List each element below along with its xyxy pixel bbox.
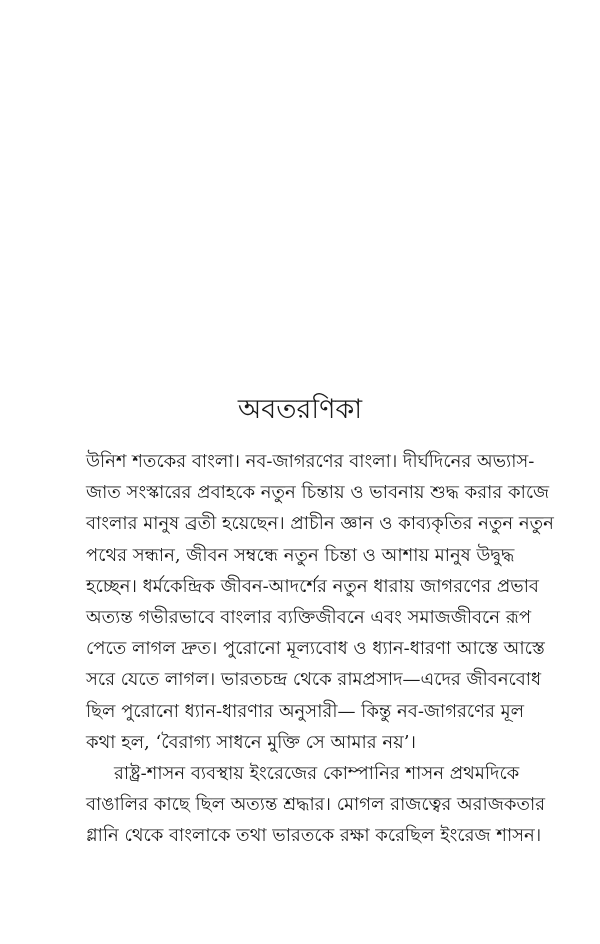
text-line: রাষ্ট্র-শাসন ব্যবস্থায় ইংরেজের কোম্পানির শাসন প্রথমদিকে: [114, 762, 520, 784]
body-text: [86, 446, 554, 851]
text-line: জাত সংস্কারের প্রবাহকে নতুন চিন্তায় ও ভাবনায় শুদ্ধ করার কাজে: [86, 482, 550, 504]
text-line: উনিশ শতকের বাংলা। নব-জাগরণের বাংলা। দীর্ঘদিনের অভ্যাস-: [86, 451, 535, 472]
text-line: পথের সন্ধান, জীবন সম্বন্ধে নতুন চিন্তা ও আশায় মানুষ উদ্বুদ্ধ: [86, 544, 515, 566]
text-line: গ্লানি থেকে বাংলাকে তথা ভারতকে রক্ষা করেছিল ইংরেজ শাসন।: [86, 825, 542, 847]
text-line: বাংলার মানুষ ব্রতী হয়েছেন। প্রাচীন জ্ঞান ও কাব্যকৃতির নতুন নতুন: [86, 513, 554, 535]
chapter-title: অবতরণিকা: [237, 394, 363, 425]
text-line: অত্যন্ত গভীরভাবে বাংলার ব্যক্তিজীবনে এবং সমাজজীবনে রূপ: [86, 606, 532, 628]
text-line: ছিল পুরোনো ধ্যান-ধারণার অনুসারী— কিন্তু নব-জাগরণের মূল: [86, 700, 525, 722]
text-line: কথা হল, ‘বৈরাগ্য সাধনে মুক্তি সে আমার নয়’।: [86, 731, 416, 753]
text-line: পেতে লাগল দ্রুত। পুরোনো মূল্যবোধ ও ধ্যান-ধারণা আস্তে আস্তে: [86, 638, 545, 660]
text-line: হচ্ছেন। ধর্মকেন্দ্রিক জীবন-আদর্শের নতুন ধারায় জাগরণের প্রভাব: [86, 575, 539, 597]
text-line: সরে যেতে লাগল। ভারতচন্দ্র থেকে রামপ্রসাদ—এদের জীবনবোধ: [86, 669, 542, 691]
text-line: বাঙালির কাছে ছিল অত্যন্ত শ্রদ্ধার। মোগল রাজত্বের অরাজকতার: [86, 794, 546, 816]
